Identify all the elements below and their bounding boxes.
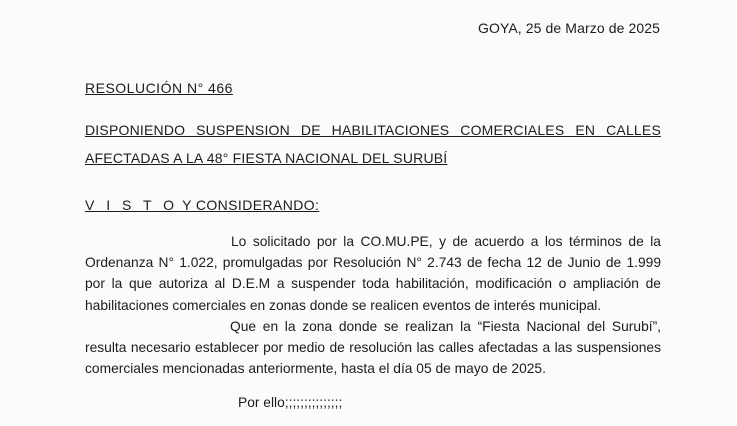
document-date: GOYA, 25 de Marzo de 2025: [477, 20, 660, 36]
section-heading: [85, 197, 319, 213]
section-heading-rest: Y CONSIDERANDO:: [178, 197, 320, 213]
resolution-number: RESOLUCIÓN N° 466: [85, 80, 233, 96]
paragraph-1: Lo solicitado por la CO.MU.PE, y de acuerdo a los términos de la Ordenanza N° 1.022, promulgadas por Resolución N° 2.743 de fecha 12 de Junio de 1.999 por la que autoriza al D.E.M a suspender toda habilitación, modificación o ampliación de habilitaciones comerciales en zonas donde se realicen eventos de interés municipal.: [85, 234, 661, 313]
subject-line-2: AFECTADAS A LA 48° FIESTA NACIONAL DEL SURUBÍ: [85, 150, 448, 166]
section-heading-visto: V I S T O: [85, 197, 179, 213]
paragraph-2: Que en la zona donde se realizan la “Fiesta Nacional del Surubí”, resulta necesario establecer por medio de resolución las calles afectadas a las suspensiones comerciales mencionadas anteriormente, hasta el día 05 de mayo de 2025.: [85, 318, 661, 377]
subject-line-1: DISPONIENDO SUSPENSION DE HABILITACIONES COMERCIALES EN CALLES: [85, 122, 661, 138]
closing-text: Por ello;;;;;;;;;;;;;;;: [238, 395, 343, 410]
resolution-subject: [85, 116, 661, 172]
document-body: [85, 231, 661, 379]
